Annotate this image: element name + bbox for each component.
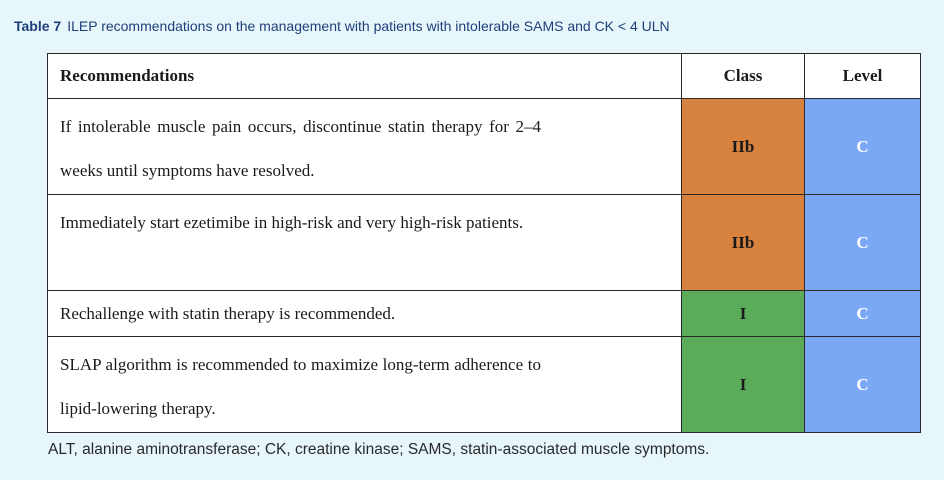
recommendation-text: If intolerable muscle pain occurs, discontinue statin therapy for 2–4 weeks until symptoms have resolved. <box>48 99 682 195</box>
class-cell: I <box>682 337 805 433</box>
level-cell: C <box>805 99 921 195</box>
recommendation-text: SLAP algorithm is recommended to maximize long-term adherence to lipid-lowering therapy. <box>48 337 682 433</box>
class-cell: IIb <box>682 99 805 195</box>
table-footnote: ALT, alanine aminotransferase; CK, creatine kinase; SAMS, statin-associated muscle symptoms. <box>48 441 710 458</box>
table-row <box>48 195 921 291</box>
table-row <box>48 291 921 337</box>
table-row <box>48 337 921 433</box>
table-row <box>48 99 921 195</box>
table-caption-text: ILEP recommendations on the management with patients with intolerable SAMS and CK < 4 ULN <box>67 18 670 34</box>
table-header-row <box>48 54 921 99</box>
class-cell: IIb <box>682 195 805 291</box>
level-cell: C <box>805 195 921 291</box>
table-caption-label: Table 7 <box>14 18 62 34</box>
class-cell: I <box>682 291 805 337</box>
recommendation-text: Immediately start ezetimibe in high-risk and very high-risk patients. <box>48 195 682 291</box>
level-cell: C <box>805 337 921 433</box>
recommendation-text: Rechallenge with statin therapy is recommended. <box>48 291 682 337</box>
recommendations-table <box>47 53 921 433</box>
header-recommendations: Recommendations <box>48 54 682 99</box>
header-level: Level <box>805 54 921 99</box>
table-caption <box>14 18 670 34</box>
level-cell: C <box>805 291 921 337</box>
header-class: Class <box>682 54 805 99</box>
